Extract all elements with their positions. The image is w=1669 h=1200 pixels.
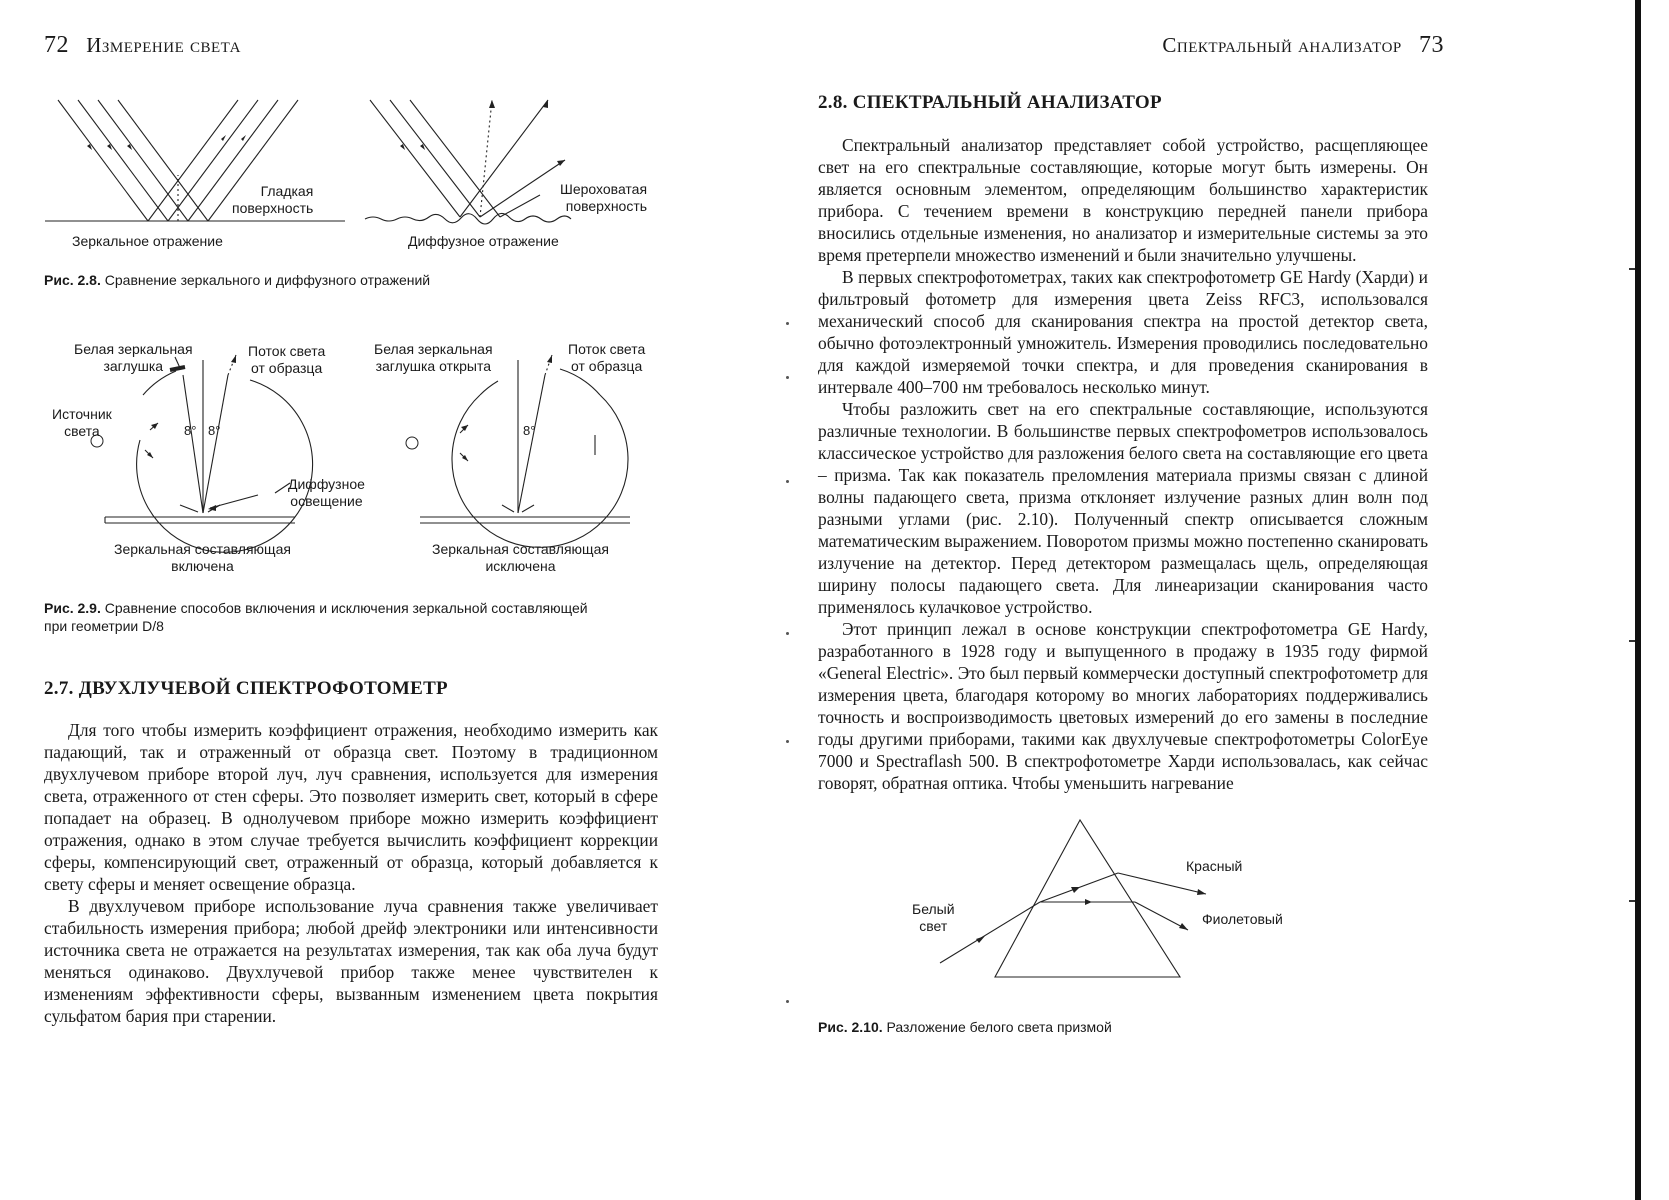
sphere-excluded [452, 395, 628, 547]
section-heading-2-7: 2.7. ДВУХЛУЧЕВОЙ СПЕКТРОФОТОМЕТР [44, 678, 448, 699]
label-white-light: Белый свет [912, 901, 955, 934]
prism [995, 820, 1180, 977]
page-number-left: 72 [44, 32, 69, 58]
paragraph: Спектральный анализатор представляет собой устройство, расщепляющее свет на его спектральные составляющие, которые могут быть измерены. Он является основным элементом, определяющим большинство характеристик прибора. С течением времени в конструкцию передней панели прибора вносились отдельные изменения, но анализатор и измерительные системы за это время претерпели множество изменений и были значительно улучшены. [818, 135, 1428, 265]
label-light-source: Источник света [52, 406, 112, 439]
figure-2-10-drawing [930, 815, 1350, 990]
label-violet: Фиолетовый [1202, 911, 1283, 927]
label-diffuse-reflection: Диффузное отражение [408, 233, 559, 249]
page-number-right: 73 [1419, 32, 1444, 58]
figure-2-8-caption [44, 271, 430, 289]
paragraph: Чтобы разложить свет на его спектральные составляющие, используются различные технологии. В большинстве первых спектрофометров использовалось классическое устройство для разложения белого света на составляющие его цвета – призма. Так как показатель преломления материала призмы связан с длиной волны падающего света, призма отклоняет излучение разных длин волн под разными углами (рис. 2.10). Полученный спектр описывается сложным математическим выражением. Поворотом призмы можно постепенно сканировать излучение на детектор. Перед детектором размещалась щель, определяющая ширину полосы падающего света. Для линеаризации сканирования часто применялось кулачковое устройство. [818, 399, 1428, 617]
label-white-cap: Белая зеркальная заглушка [74, 341, 193, 374]
figure-2-10-caption-number: Рис. 2.10. [818, 1019, 883, 1035]
label-rough-surface: Шероховатая поверхность [560, 181, 648, 214]
rough-surface [365, 213, 571, 224]
paragraph: Для того чтобы измерить коэффициент отражения, необходимо измерить как падающий, так и отраженный от образца свет. Поэтому в традиционном двухлучевом приборе второй луч, луч сравнения, используется для измерения света, отраженного от стен сферы. Это позволяет измерить свет, который в сфере попадает на образец. В однолучевом приборе можно измерить коэффициент отражения, однако в этом случае требуется вычислить коэффициент коррекции сферы, компенсирующий свет, отраженный от образца, который добавляется к свету сферы и меняет освещение образца. [44, 720, 658, 894]
figure-2-8-caption-text: Сравнение зеркального и диффузного отражений [104, 272, 431, 288]
scan-edge-mark [1629, 640, 1635, 642]
paragraph: Этот принцип лежал в основе конструкции спектрофотометра GE Hardy, разработанного в 1928 году и выпущенного в продажу в 1935 году фирмой «General Electric». Это был первый коммерчески доступный спектрофотометр для измерения цвета, благодаря которому во многих лабораториях поддерживались точность и воспроизводимость цветовых измерений до его замены в последние годы другими приборами, такими как двухлучевые спектрофотометры ColorEye 7000 и Spectraflash 500. В спектрофотометре Харди использовалась, как сейчас говорят, обратная оптика. Чтобы уменьшить нагревание [818, 619, 1428, 793]
scan-edge-bar [1635, 0, 1641, 1200]
body-text-right [818, 134, 1428, 794]
angle-right: 8° [523, 423, 536, 438]
label-white-cap-open: Белая зеркальная заглушка открыта [374, 341, 493, 374]
label-flux-included: Поток света от образца [248, 343, 326, 376]
body-text-left [44, 719, 658, 1027]
label-flux-excluded: Поток света от образца [568, 341, 646, 374]
angle-left-b: 8° [208, 423, 221, 438]
figure-2-10-caption [818, 1018, 1112, 1036]
label-specular-excluded: Зеркальная составляющая исключена [432, 541, 609, 574]
label-red: Красный [1186, 858, 1243, 874]
figure-2-10-caption-text: Разложение белого света призмой [886, 1019, 1112, 1035]
label-specular-included: Зеркальная составляющая включена [114, 541, 291, 574]
figure-2-8-caption-number: Рис. 2.8. [44, 272, 101, 288]
right-page [790, 0, 1669, 1200]
running-title-left: Измерение света [86, 33, 241, 57]
section-heading-2-8: 2.8. СПЕКТРАЛЬНЫЙ АНАЛИЗАТОР [818, 92, 1162, 113]
figure-2-9-caption [44, 599, 674, 635]
scan-edge-mark [1629, 900, 1635, 902]
left-page [0, 0, 790, 1200]
figure-2-9-caption-text: Сравнение способов включения и исключения зеркальной составляющей при геометрии D/8 [44, 600, 588, 634]
angle-left-a: 8° [184, 423, 197, 438]
running-head-right [1162, 32, 1444, 59]
running-head-left [44, 32, 241, 59]
figure-2-9-caption-number: Рис. 2.9. [44, 600, 101, 616]
label-diffuse-light: Диффузное освещение [288, 476, 365, 509]
paragraph: В двухлучевом приборе использование луча сравнения также увеличивает стабильность измерения прибора; любой дрейф электроники или интенсивности источника света не отражается на результатах измерения, так как оба луча будут меняться одинаково. Двухлучевой прибор также менее чувствителен к изменениям эффективности сферы, вызванным изменением цвета покрытия сульфатом бария при старении. [44, 896, 658, 1026]
scan-edge-mark [1629, 268, 1635, 270]
paragraph: В первых спектрофотометрах, таких как спектрофотометр GE Hardy (Харди) и фильтровый фотометр для измерения цвета Zeiss RFC3, использовался механический способ для сканирования спектра на простой детектор света, обычно фотоэлектронный умножитель. Измерения проводились последовательно для каждой измеряемой точки спектра, и для проведения сканирования в интервале 400–700 нм требовалось несколько минут. [818, 267, 1428, 397]
scan-edge [1635, 0, 1669, 1200]
sphere-included [137, 380, 313, 552]
running-title-right: Спектральный анализатор [1162, 33, 1402, 57]
label-smooth-surface: Гладкая поверхность [232, 183, 314, 216]
label-specular-reflection: Зеркальное отражение [72, 233, 223, 249]
